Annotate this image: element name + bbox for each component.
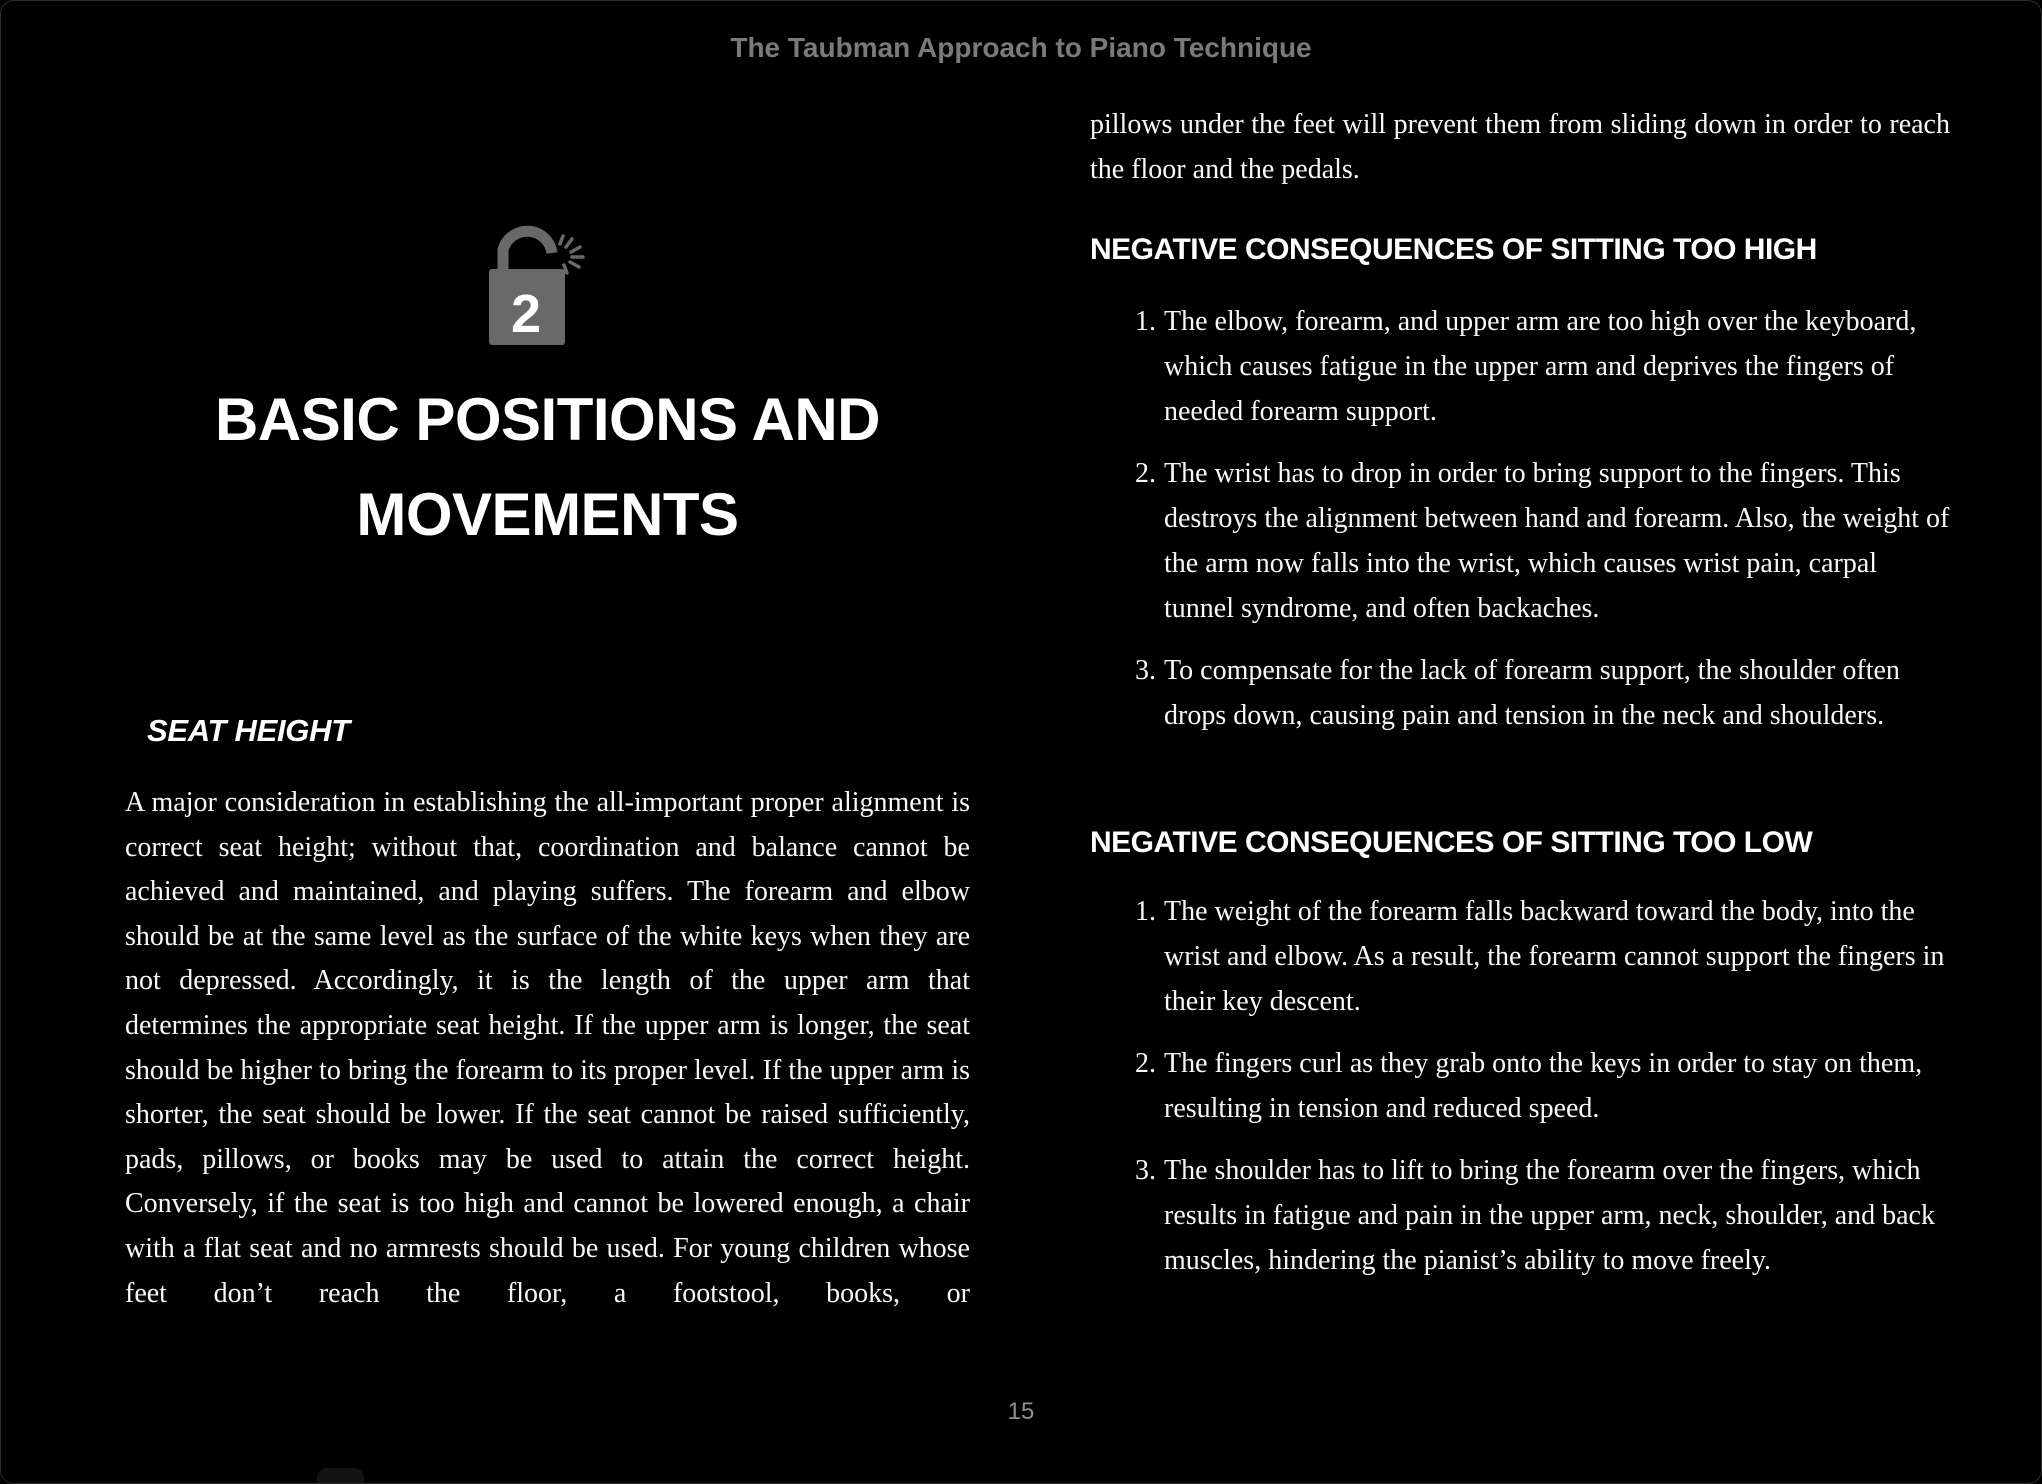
heading-sitting-too-low: NEGATIVE CONSEQUENCES OF SITTING TOO LOW xyxy=(1090,826,1813,859)
list-item: To compensate for the lack of forearm support, the shoulder often drops down, causing pain and tension in the neck and shoulders. xyxy=(1164,655,1900,731)
page-number: 15 xyxy=(1007,1398,1035,1425)
chapter-title: BASIC POSITIONS AND MOVEMENTS xyxy=(214,386,880,548)
list-item: The wrist has to drop in order to bring support to the fingers. This destroys the alignment between hand and forearm. Also, the weight of the arm now falls into the wrist, which causes wrist pain, carpal tunnel syndrome, and often backaches. xyxy=(1164,458,1950,624)
list-sitting-too-low xyxy=(1090,889,1950,1300)
right-page[interactable] xyxy=(1090,1,1950,1483)
chapter-number: 2 xyxy=(510,284,542,344)
click-burst-icon xyxy=(560,236,583,273)
list-item: The shoulder has to lift to bring the forearm over the fingers, which results in fatigue and pain in the upper arm, neck, shoulder, and back muscles, hindering the pianist’s ability to move freely. xyxy=(1164,1155,1935,1276)
heading-sitting-too-high: NEGATIVE CONSEQUENCES OF SITTING TOO HIGH xyxy=(1090,233,1817,266)
unlocked-padlock-icon xyxy=(489,223,589,349)
list-item: The fingers curl as they grab onto the keys in order to stay on them, resulting in tension and reduced speed. xyxy=(1164,1048,1923,1124)
list-item: The weight of the forearm falls backward toward the body, into the wrist and elbow. As a result, the forearm cannot support the fingers in their key descent. xyxy=(1164,896,1945,1017)
left-page[interactable] xyxy=(125,1,970,1483)
section-title-seat-height: SEAT HEIGHT xyxy=(147,713,350,748)
running-book-title: The Taubman Approach to Piano Technique xyxy=(730,32,1312,63)
continuation-paragraph: pillows under the feet will prevent them from sliding down in order to reach the floor and the pedals. xyxy=(1090,109,1950,185)
bottom-left-pill[interactable] xyxy=(317,1468,364,1484)
list-sitting-too-high xyxy=(1090,299,1950,755)
list-item: The elbow, forearm, and upper arm are too high over the keyboard, which causes fatigue in the upper arm and deprives the fingers of needed forearm support. xyxy=(1164,306,1917,427)
seat-height-paragraph: A major consideration in establishing the all-important proper alignment is correct seat height; without that, coordination and balance cannot be achieved and maintained, and playing suffers. The forearm and elbow should be at the same level as the surface of the white keys when they are not depressed. Accordingly, it is the length of the upper arm that determines the appropriate seat height. If the upper arm is longer, the seat should be higher to bring the forearm to its proper level. If the upper arm is shorter, the seat should be lower. If the seat cannot be raised sufficiently, pads, pillows, or books may be used to attain the correct height. Conversely, if the seat is too high and cannot be lowered enough, a chair with a flat seat and no armrests should be used. For young children whose feet don’t reach the floor, a footstool, books, or xyxy=(125,787,970,1309)
